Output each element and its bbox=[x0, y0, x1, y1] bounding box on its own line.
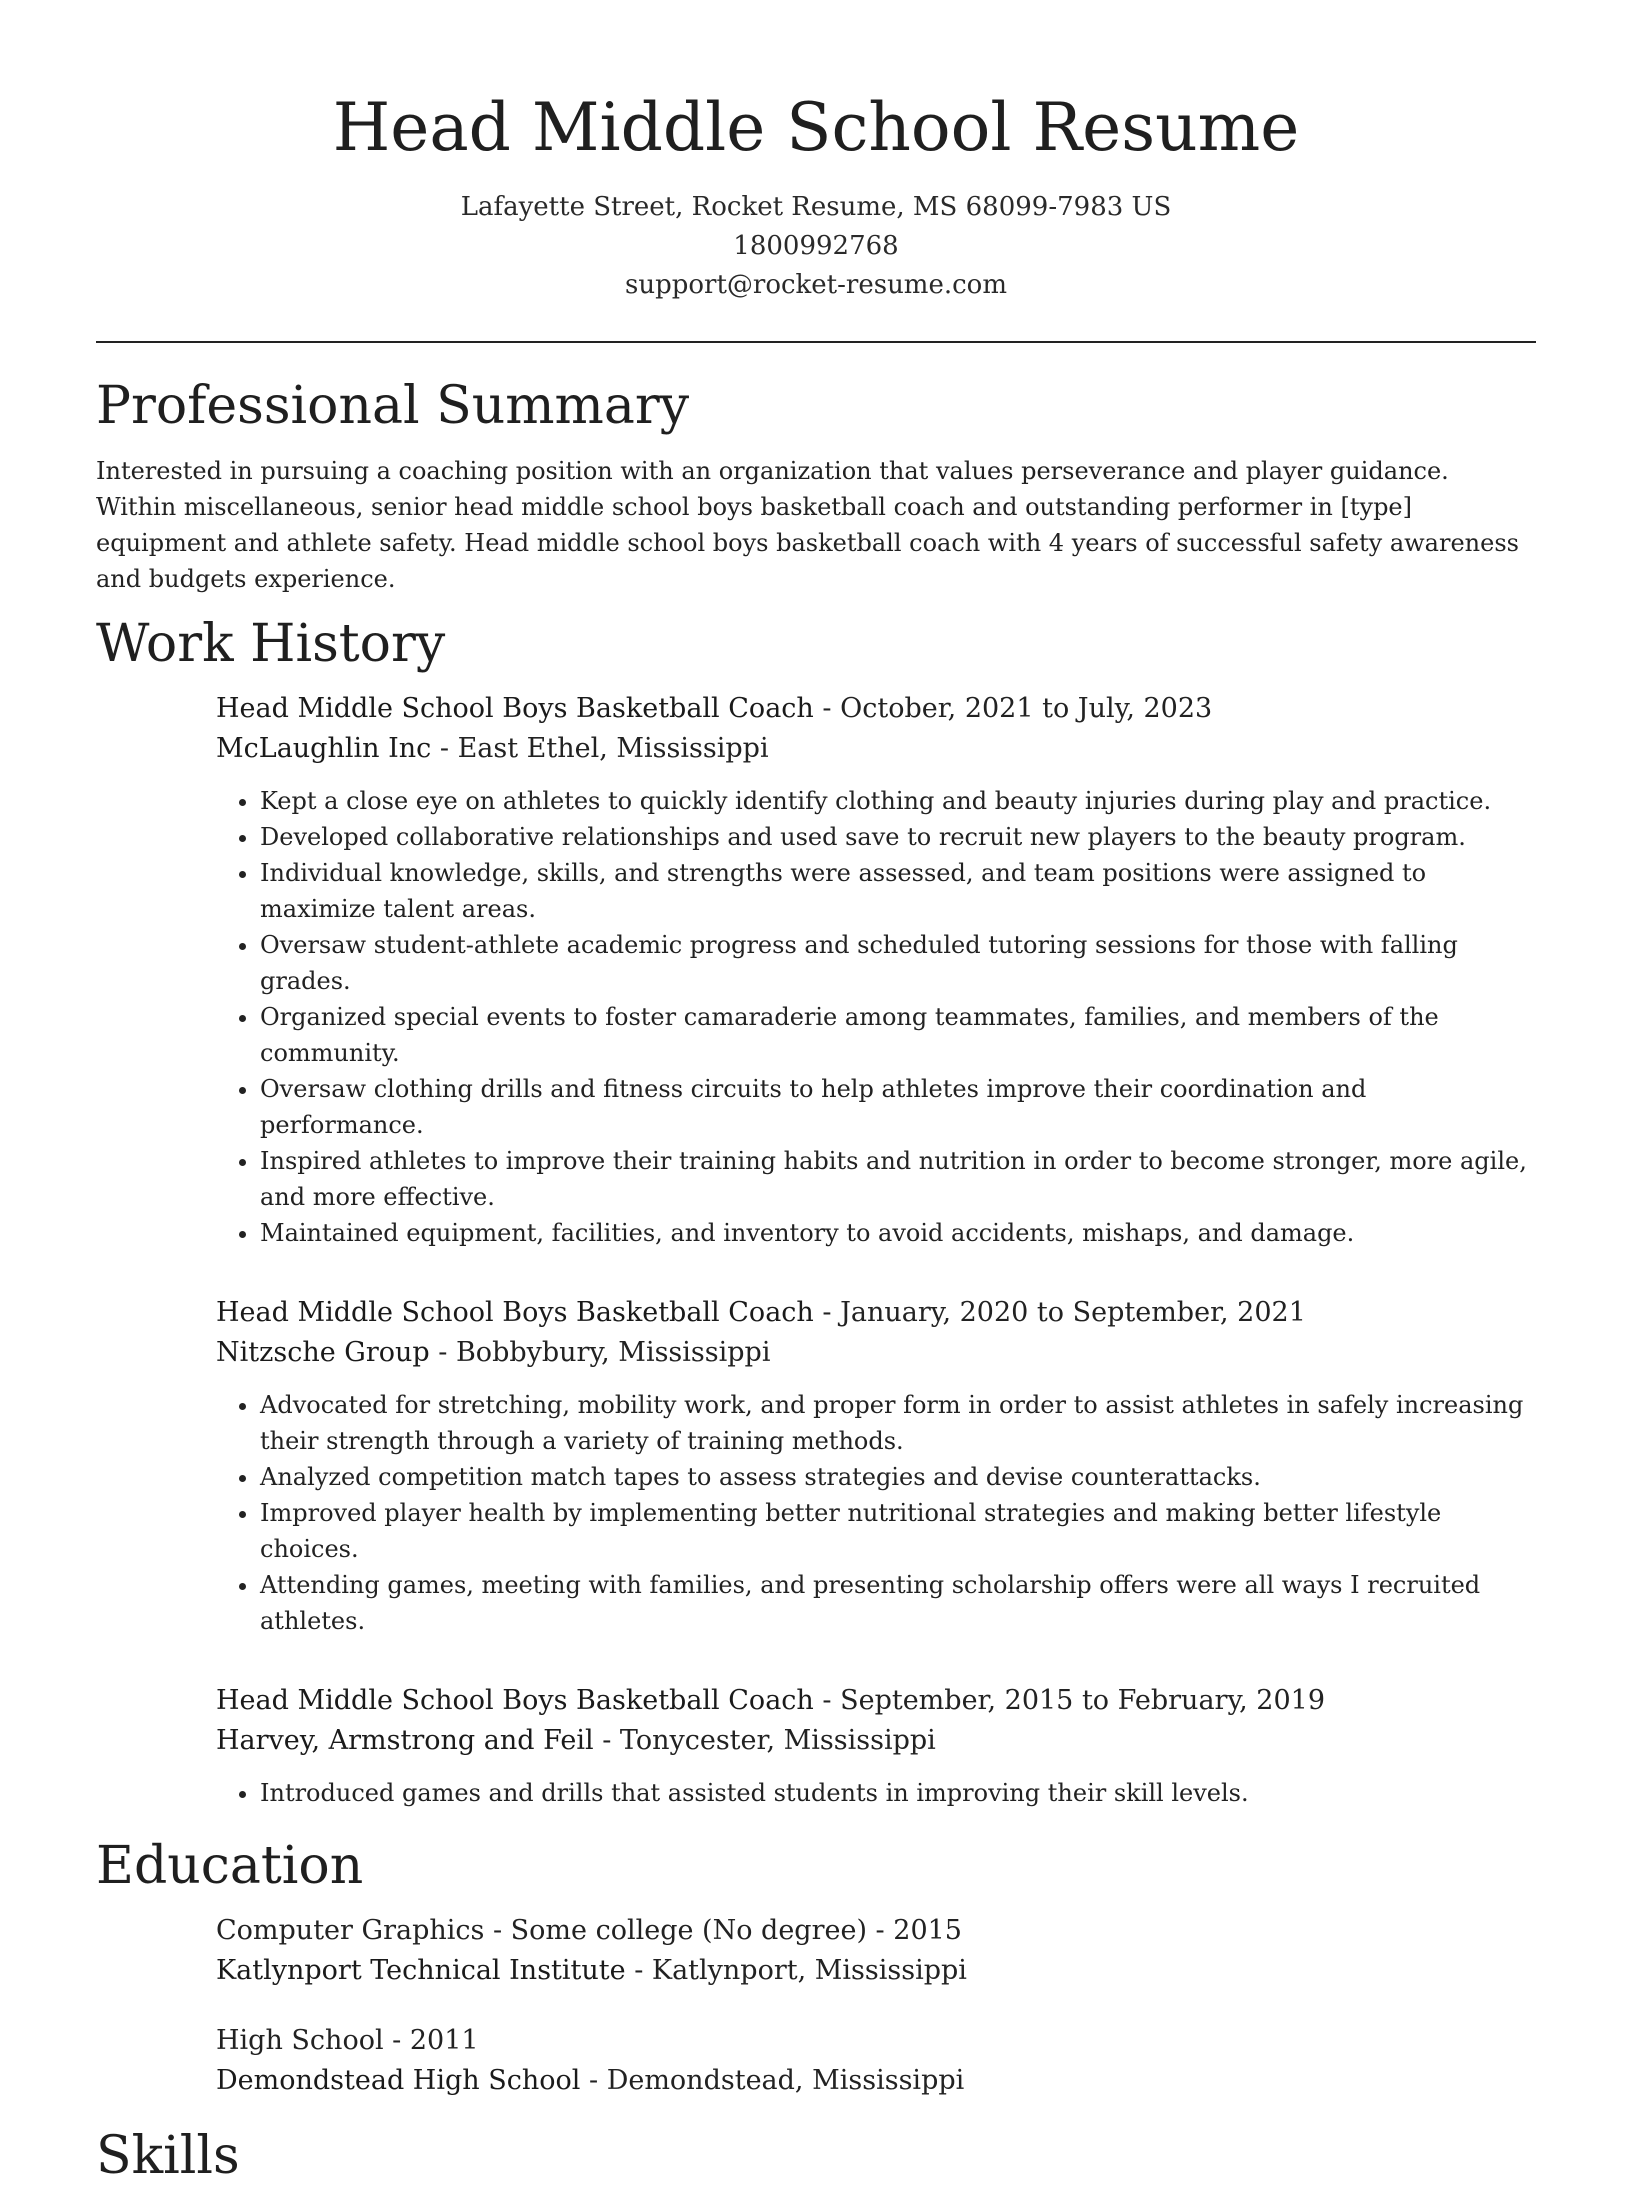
job-company-line bbox=[216, 1333, 1536, 1373]
resume-header bbox=[96, 0, 1536, 305]
job-bullet: • Introduced games and drills that assisted students in improving their skill levels. bbox=[260, 1775, 1536, 1811]
separator: - bbox=[813, 1297, 841, 1328]
job-title: Head Middle School Boys Basketball Coach bbox=[216, 1685, 814, 1716]
work-history-heading: Work History bbox=[96, 614, 446, 674]
header-divider bbox=[96, 341, 1536, 343]
summary-text: Interested in pursuing a coaching position with an organization that values perseverance and player guidance. Within miscellaneous, senior head middle school boys basketball coach and outstanding performer in [type] equipment and athlete safety. Head middle school boys basketball coach with 4 years of successful safety awareness and budgets experience. bbox=[96, 457, 1519, 593]
separator: - bbox=[593, 1725, 620, 1756]
job-title: Head Middle School Boys Basketball Coach bbox=[216, 1297, 814, 1328]
job-company-line bbox=[216, 729, 1536, 769]
job-dates: October, 2021 to July, 2023 bbox=[840, 693, 1213, 724]
job-bullet-list bbox=[216, 1775, 1536, 1811]
job-company-line bbox=[216, 1721, 1536, 1761]
job-dates: January, 2020 to September, 2021 bbox=[840, 1297, 1306, 1328]
job-bullet: • Oversaw clothing drills and fitness circuits to help athletes improve their coordination and performance. bbox=[260, 1071, 1536, 1143]
summary-section bbox=[96, 373, 1536, 597]
resume-page bbox=[96, 0, 1536, 2189]
job-entry bbox=[216, 689, 1536, 1251]
job-location: Bobbybury, Mississippi bbox=[455, 1337, 771, 1368]
resume-title: Head Middle School Resume bbox=[332, 89, 1300, 166]
job-bullet: • Individual knowledge, skills, and strengths were assessed, and team positions were assigned to maximize talent areas. bbox=[260, 855, 1536, 927]
job-title-line bbox=[216, 1681, 1536, 1721]
education-section bbox=[96, 1833, 1536, 2101]
job-bullet: • Developed collaborative relationships and used save to recruit new players to the beauty program. bbox=[260, 819, 1536, 855]
job-bullet: • Organized special events to foster camaraderie among teammates, families, and members of the community. bbox=[260, 999, 1536, 1071]
education-entry bbox=[216, 2021, 1536, 2101]
job-bullet: • Advocated for stretching, mobility work, and proper form in order to assist athletes in safely increasing their strength through a variety of training methods. bbox=[260, 1387, 1536, 1459]
job-entry bbox=[216, 1293, 1536, 1639]
job-bullet: • Maintained equipment, facilities, and inventory to avoid accidents, mishaps, and damage. bbox=[260, 1215, 1536, 1251]
education-school-line bbox=[216, 1951, 1536, 1991]
job-bullet: • Attending games, meeting with families, and presenting scholarship offers were all ways I recruited athletes. bbox=[260, 1567, 1536, 1639]
job-bullet-list bbox=[216, 783, 1536, 1251]
job-title-line bbox=[216, 1293, 1536, 1333]
work-history-section bbox=[96, 611, 1536, 1811]
job-bullet-list bbox=[216, 1387, 1536, 1639]
contact-address: Lafayette Street, Rocket Resume, MS 68099-7983 US bbox=[460, 192, 1172, 222]
job-bullet: • Oversaw student-athlete academic progress and scheduled tutoring sessions for those with falling grades. bbox=[260, 927, 1536, 999]
job-location: East Ethel, Mississippi bbox=[457, 733, 769, 764]
education-degree: High School - 2011 bbox=[216, 2025, 479, 2056]
education-list bbox=[216, 1911, 1536, 2101]
job-entry bbox=[216, 1681, 1536, 1811]
education-entry bbox=[216, 1911, 1536, 1991]
job-bullet: • Analyzed competition match tapes to assess strategies and devise counterattacks. bbox=[260, 1459, 1536, 1495]
separator: - bbox=[431, 733, 458, 764]
job-title: Head Middle School Boys Basketball Coach bbox=[216, 693, 814, 724]
separator: - bbox=[813, 693, 841, 724]
job-bullet: • Kept a close eye on athletes to quickly identify clothing and beauty injuries during play and practice. bbox=[260, 783, 1536, 819]
education-heading: Education bbox=[96, 1836, 364, 1896]
education-school-line bbox=[216, 2061, 1536, 2101]
contact-email: support@rocket-resume.com bbox=[624, 270, 1007, 300]
separator: - bbox=[625, 1955, 652, 1986]
education-school: Katlynport Technical Institute bbox=[216, 1955, 626, 1986]
separator: - bbox=[580, 2065, 607, 2096]
skills-heading: Skills bbox=[96, 2126, 240, 2186]
job-dates: September, 2015 to February, 2019 bbox=[840, 1685, 1325, 1716]
job-company: McLaughlin Inc bbox=[216, 733, 432, 764]
skills-section bbox=[96, 2123, 1536, 2189]
summary-heading: Professional Summary bbox=[96, 376, 690, 436]
education-location: Katlynport, Mississippi bbox=[651, 1955, 967, 1986]
job-bullet: • Inspired athletes to improve their training habits and nutrition in order to become stronger, more agile, and more effective. bbox=[260, 1143, 1536, 1215]
education-school: Demondstead High School bbox=[216, 2065, 581, 2096]
separator: - bbox=[429, 1337, 456, 1368]
job-company: Nitzsche Group bbox=[216, 1337, 430, 1368]
job-title-line bbox=[216, 689, 1536, 729]
education-degree: Computer Graphics - Some college (No degree) - 2015 bbox=[216, 1915, 962, 1946]
job-bullet: • Improved player health by implementing better nutritional strategies and making better lifestyle choices. bbox=[260, 1495, 1536, 1567]
contact-block bbox=[96, 188, 1536, 305]
job-company: Harvey, Armstrong and Feil bbox=[216, 1725, 594, 1756]
job-location: Tonycester, Mississippi bbox=[619, 1725, 936, 1756]
separator: - bbox=[813, 1685, 841, 1716]
education-location: Demondstead, Mississippi bbox=[606, 2065, 965, 2096]
job-list bbox=[216, 689, 1536, 1811]
contact-phone: 1800992768 bbox=[733, 231, 899, 261]
